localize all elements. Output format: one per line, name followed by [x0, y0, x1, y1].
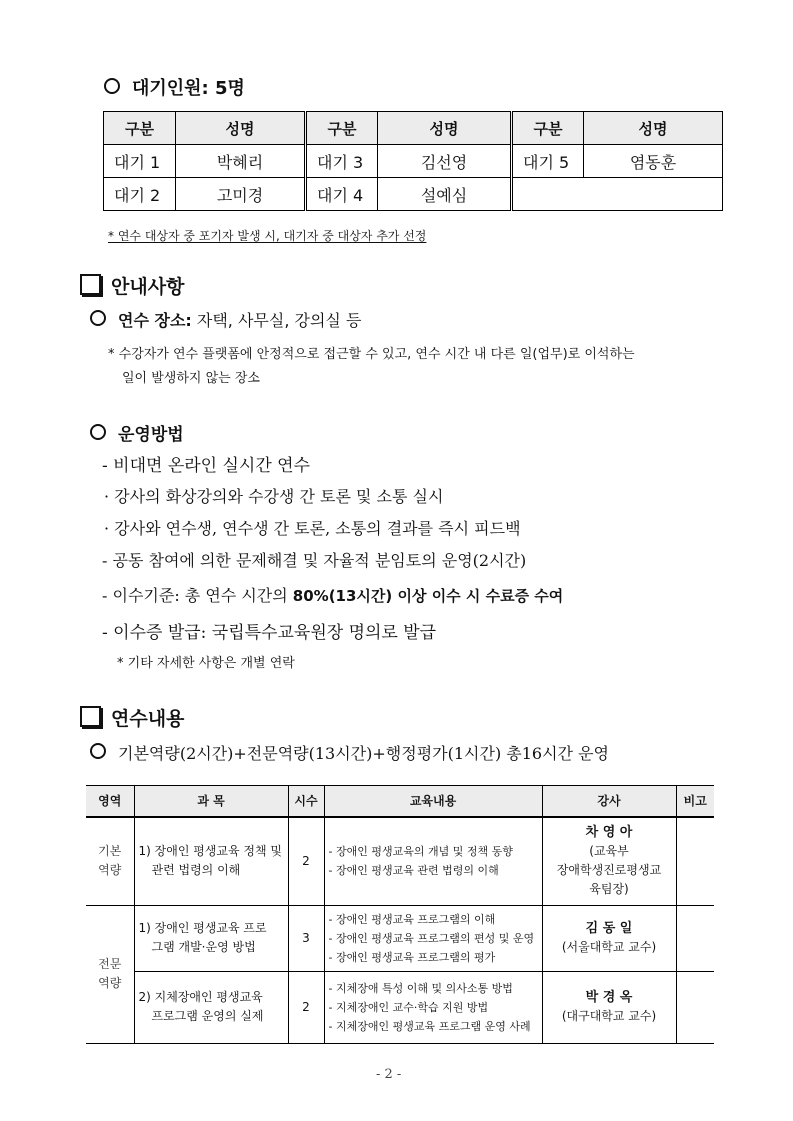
header-cell: 시수 [288, 786, 324, 818]
table-cell: 대기 1 [104, 145, 176, 178]
waitlist-heading [104, 74, 245, 100]
content-section-title [80, 704, 184, 731]
note-cell [676, 971, 714, 1043]
waitlist-note-text: * 연수 대상자 중 포기자 발생 시, 대기자 중 대상자 추가 선정 [108, 229, 427, 243]
table-cell: 대기 5 [512, 145, 584, 178]
subject-cell [134, 971, 288, 1043]
table-row [104, 178, 723, 211]
header-cell: 교육내용 [324, 786, 542, 818]
area-cell [86, 905, 134, 1043]
subject-line: 그램 개발·운영 방법 [151, 940, 256, 954]
header-cell: 영역 [86, 786, 134, 818]
guide-section-title [80, 272, 184, 299]
content-line: - 지체장애인 교수·학습 지원 방법 [328, 1000, 489, 1014]
table-row [104, 145, 723, 178]
header-cell: 강사 [542, 786, 676, 818]
content-title-text: 연수내용 [111, 708, 185, 730]
hours-cell: 2 [288, 817, 324, 905]
completion-criteria [102, 583, 563, 606]
instructor-affiliation: (대구대학교 교수) [561, 1009, 657, 1023]
guide-title-text: 안내사항 [111, 276, 185, 298]
instructor-name: 차 영 아 [585, 825, 633, 841]
content-line: - 장애인 평생교육의 개념 및 정책 동향 [328, 845, 513, 859]
hours-cell: 3 [288, 905, 324, 971]
table-cell: 대기 2 [104, 178, 176, 211]
note-cell [676, 905, 714, 971]
curriculum-header-row [86, 786, 714, 818]
page-number: - 2 - [376, 1067, 402, 1082]
location-line [90, 308, 361, 331]
instructor-affiliation: (교육부 [589, 844, 629, 859]
circle-bullet-icon [90, 743, 106, 759]
waitlist-heading-label: 대기인원: 5명 [132, 78, 245, 99]
content-summary [90, 741, 609, 764]
certificate-line: - 이수증 발급: 국립특수교육원장 명의로 발급 [102, 623, 437, 643]
instructor-cell [542, 817, 676, 905]
operation-item: - 공동 참여에 의한 문제해결 및 자율적 분임토의 운영(2시간) [102, 551, 527, 570]
header-cell: 성명 [584, 112, 723, 145]
table-cell: 대기 3 [306, 145, 378, 178]
content-line: - 지체장애인 평생교육 프로그램 운영 사례 [328, 1019, 531, 1033]
completion-bold: 80%(13시간) 이상 이수 시 수료증 수여 [292, 587, 564, 605]
area-label: 역량 [98, 976, 122, 990]
content-line: - 장애인 평생교육 프로그램의 이해 [328, 912, 496, 926]
subject-line: 프로그램 운영의 실제 [151, 1009, 264, 1023]
checkbox-square-icon [80, 274, 101, 295]
header-cell: 구분 [306, 112, 378, 145]
contact-note: * 기타 자세한 사항은 개별 연락 [117, 656, 295, 671]
subject-line: 1) 장애인 평생교육 정책 및 [138, 844, 282, 859]
table-row [86, 817, 714, 905]
operation-item: · 강사의 화상강의와 수강생 간 토론 및 소통 실시 [104, 487, 444, 506]
content-cell [324, 971, 542, 1043]
header-cell: 과 목 [134, 786, 288, 818]
table-cell: 대기 4 [306, 178, 378, 211]
instructor-name: 김 동 일 [585, 921, 633, 936]
table-row [86, 905, 714, 971]
circle-bullet-icon [90, 310, 106, 326]
table-row [86, 971, 714, 1043]
location-value: 자택, 사무실, 강의실 등 [196, 311, 362, 330]
area-label: 역량 [98, 863, 122, 878]
table-cell: 김선영 [378, 145, 512, 178]
instructor-affiliation: 장애학생진로평생교 [556, 863, 662, 878]
content-line: - 지체장애 특성 이해 및 의사소통 방법 [328, 981, 513, 995]
location-label: 연수 장소: [118, 311, 192, 330]
area-cell [86, 817, 134, 905]
instructor-name: 박 경 옥 [585, 990, 633, 1005]
table-cell: 고미경 [176, 178, 306, 211]
header-cell: 비고 [676, 786, 714, 818]
content-cell [324, 905, 542, 971]
area-label: 전문 [98, 957, 122, 971]
header-cell: 구분 [512, 112, 584, 145]
content-line: - 장애인 평생교육 프로그램의 편성 및 운영 [328, 931, 535, 945]
header-cell: 구분 [104, 112, 176, 145]
checkbox-square-icon [80, 706, 101, 727]
operation-item: · 강사와 연수생, 연수생 간 토론, 소통의 결과를 즉시 피드백 [104, 519, 521, 538]
note-cell [676, 817, 714, 905]
location-note-line-2: 일이 발생하지 않는 장소 [122, 371, 260, 386]
completion-prefix: - 이수기준: 총 연수 시간의 [102, 586, 293, 605]
subject-cell [134, 817, 288, 905]
instructor-affiliation: (서울대학교 교수) [561, 940, 657, 954]
instructor-cell [542, 905, 676, 971]
circle-bullet-icon [90, 424, 106, 440]
content-line: - 장애인 평생교육 프로그램의 평가 [328, 950, 496, 964]
content-line: - 장애인 평생교육 관련 법령의 이해 [328, 864, 499, 878]
instructor-cell [542, 971, 676, 1043]
header-cell: 성명 [378, 112, 512, 145]
circle-bullet-icon [104, 78, 120, 94]
table-cell: 설예심 [378, 178, 512, 211]
curriculum-table [86, 785, 714, 1044]
area-label: 기본 [98, 844, 122, 859]
operation-item: - 비대면 온라인 실시간 연수 [102, 456, 311, 476]
waitlist-table-header [104, 112, 723, 145]
operation-heading [90, 420, 184, 445]
subject-line: 2) 지체장애인 평생교육 [138, 990, 263, 1004]
table-cell: 염동훈 [584, 145, 723, 178]
waitlist-note [108, 227, 426, 244]
subject-line: 1) 장애인 평생교육 프로 [138, 921, 267, 935]
waitlist-table [103, 111, 723, 211]
header-cell: 성명 [176, 112, 306, 145]
subject-cell [134, 905, 288, 971]
content-summary-text: 기본역량(2시간)+전문역량(13시간)+행정평가(1시간) 총16시간 운영 [118, 744, 610, 763]
content-cell [324, 817, 542, 905]
operation-title-text: 운영방법 [118, 425, 184, 445]
table-cell: 박혜리 [176, 145, 306, 178]
hours-cell: 2 [288, 971, 324, 1043]
location-note-line-1: * 수강자가 연수 플랫폼에 안정적으로 접근할 수 있고, 연수 시간 내 다른 일(업무)로 이석하는 [108, 347, 635, 362]
instructor-affiliation: 육팀장) [589, 882, 629, 897]
table-cell-empty [512, 178, 723, 211]
subject-line: 관련 법령의 이해 [151, 863, 241, 878]
